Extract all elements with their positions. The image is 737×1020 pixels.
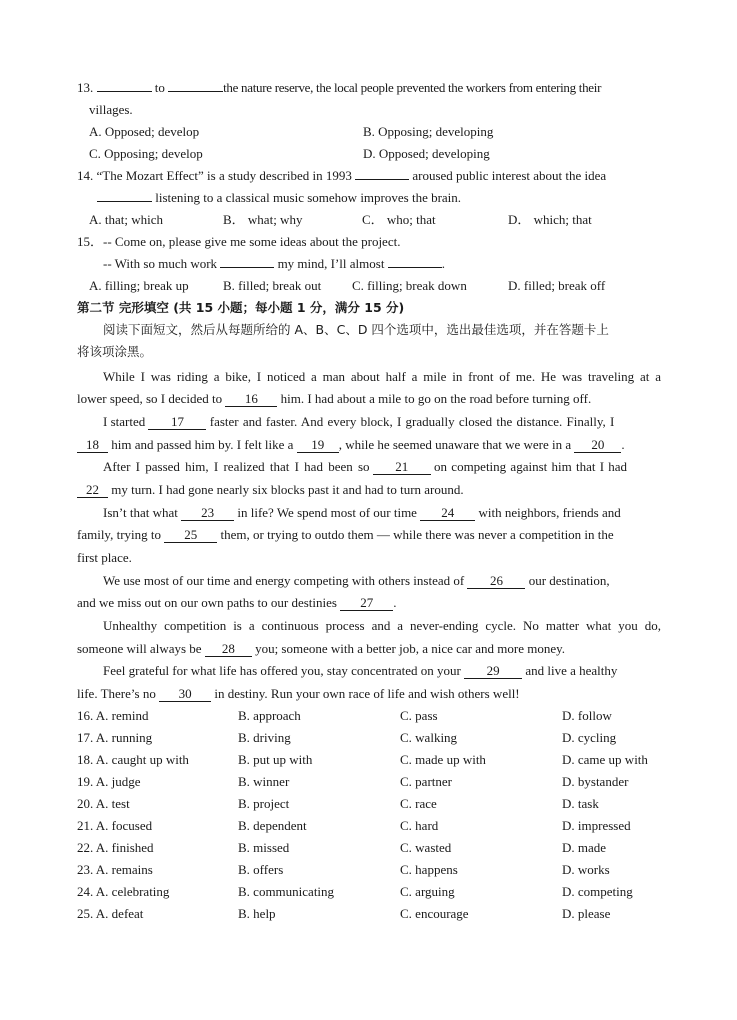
choice-a: 16. A. remind bbox=[77, 708, 149, 723]
blank-27: 27 bbox=[340, 596, 393, 611]
passage-line: While I was riding a bike, I noticed a man about half a mile in front of me. He was traveling at a bbox=[103, 369, 661, 384]
answer-blank bbox=[97, 201, 152, 202]
option-c: C． who; that bbox=[362, 212, 436, 227]
blank-25: 25 bbox=[164, 528, 217, 543]
passage-line: 18 him and passed him by. I felt like a 19 , while he seemed unaware that we were in a 20 . bbox=[77, 437, 625, 453]
choice-c: C. walking bbox=[400, 730, 458, 745]
blank-18: 18 bbox=[77, 438, 108, 453]
answer-blank bbox=[168, 91, 223, 92]
option-a: A. that; which bbox=[89, 212, 164, 227]
choice-b: B. approach bbox=[238, 708, 301, 723]
section-heading: 第二节 完形填空 (共 15 小题；每小题 1 分，满分 15 分) bbox=[77, 300, 405, 315]
passage-line: After I passed him, I realized that I had been so 21 on competing against him that I had bbox=[103, 459, 628, 474]
question-text: to bbox=[154, 80, 165, 95]
choice-d: D. made bbox=[562, 840, 607, 855]
choice-a: 21. A. focused bbox=[77, 818, 153, 833]
option-d: D． which; that bbox=[508, 212, 592, 227]
blank-20: 20 bbox=[574, 438, 621, 453]
choice-d: D. bystander bbox=[562, 774, 629, 789]
choice-a: 25. A. defeat bbox=[77, 906, 144, 921]
blank-21: 21 bbox=[373, 460, 431, 475]
choice-b: B. offers bbox=[238, 862, 284, 877]
passage-line: Unhealthy competition is a continuous process and a never-ending cycle. No matter what you do, bbox=[103, 618, 661, 633]
choice-c: C. hard bbox=[400, 818, 439, 833]
choice-d: D. impressed bbox=[562, 818, 631, 833]
blank-16: 16 bbox=[225, 392, 277, 407]
passage-line: and we miss out on our own paths to our destinies 27 . bbox=[77, 595, 397, 610]
option-b: B． what; why bbox=[223, 212, 303, 227]
choice-a: 24. A. celebrating bbox=[77, 884, 170, 899]
question-text: villages. bbox=[89, 102, 133, 117]
choice-b: B. driving bbox=[238, 730, 291, 745]
choice-d: D. please bbox=[562, 906, 611, 921]
choice-d: D. task bbox=[562, 796, 599, 811]
blank-19: 19 bbox=[297, 438, 339, 453]
choice-c: C. arguing bbox=[400, 884, 455, 899]
choice-a: 20. A. test bbox=[77, 796, 130, 811]
answer-blank bbox=[220, 267, 274, 268]
choice-c: C. wasted bbox=[400, 840, 452, 855]
choice-c: C. race bbox=[400, 796, 437, 811]
choice-b: B. dependent bbox=[238, 818, 307, 833]
choice-b: B. project bbox=[238, 796, 290, 811]
choice-b: B. help bbox=[238, 906, 276, 921]
passage-line: someone will always be 28 you; someone with a better job, a nice car and more money. bbox=[77, 641, 566, 656]
question-text: 14. “The Mozart Effect” is a study described in 1993 bbox=[77, 168, 352, 183]
option-d: D. Opposed; developing bbox=[363, 146, 490, 161]
choice-d: D. follow bbox=[562, 708, 612, 723]
blank-22: 22 bbox=[77, 483, 108, 498]
choice-a: 19. A. judge bbox=[77, 774, 141, 789]
passage-line: Isn’t that what 23 in life? We spend most of our time 24 with neighbors, friends and bbox=[103, 505, 621, 520]
choice-b: B. put up with bbox=[238, 752, 313, 767]
choice-c: C. encourage bbox=[400, 906, 469, 921]
blank-23: 23 bbox=[181, 506, 234, 521]
blank-26: 26 bbox=[467, 574, 525, 589]
question-text: the nature reserve, the local people prevented the workers from entering their bbox=[223, 80, 602, 95]
choice-c: C. happens bbox=[400, 862, 458, 877]
choice-a: 22. A. finished bbox=[77, 840, 154, 855]
choice-c: C. made up with bbox=[400, 752, 486, 767]
passage-line: first place. bbox=[77, 550, 132, 565]
answer-blank bbox=[97, 91, 152, 92]
passage-line: Feel grateful for what life has offered you, stay concentrated on your 29 and live a healthy bbox=[103, 663, 618, 678]
choice-a: 23. A. remains bbox=[77, 862, 153, 877]
question-text: -- With so much work my mind, I’ll almost . bbox=[103, 256, 445, 271]
question-number: 13. bbox=[77, 80, 94, 95]
option-c: C. Opposing; develop bbox=[89, 146, 203, 161]
choice-a: 18. A. caught up with bbox=[77, 752, 189, 767]
blank-29: 29 bbox=[464, 664, 522, 679]
question-15: 15．-- Come on, please give me some ideas about the project. bbox=[77, 234, 401, 249]
answer-blank bbox=[388, 267, 442, 268]
blank-17: 17 bbox=[148, 415, 206, 430]
answer-blank bbox=[355, 179, 409, 180]
option-d: D. filled; break off bbox=[508, 278, 606, 293]
question-text: aroused public interest about the idea bbox=[412, 168, 607, 183]
blank-24: 24 bbox=[420, 506, 475, 521]
passage-line: I started 17 faster and faster. And every block, I gradually closed the distance. Finally, I bbox=[103, 414, 615, 429]
option-c: C. filling; break down bbox=[352, 278, 467, 293]
passage-line: 22 my turn. I had gone nearly six blocks past it and had to turn around. bbox=[77, 482, 464, 498]
option-a: A. filling; break up bbox=[89, 278, 189, 293]
passage-line: family, trying to 25 them, or trying to outdo them — while there was never a competition in the bbox=[77, 527, 614, 542]
question-14 bbox=[77, 168, 606, 184]
choice-b: B. missed bbox=[238, 840, 290, 855]
question-text: listening to a classical music somehow improves the brain. bbox=[155, 190, 462, 205]
choice-b: B. communicating bbox=[238, 884, 335, 899]
choice-c: C. pass bbox=[400, 708, 438, 723]
blank-30: 30 bbox=[159, 687, 211, 702]
option-b: B. filled; break out bbox=[223, 278, 322, 293]
question-13 bbox=[77, 80, 661, 96]
option-b: B. Opposing; developing bbox=[363, 124, 494, 139]
choice-c: C. partner bbox=[400, 774, 452, 789]
choice-d: D. came up with bbox=[562, 752, 648, 767]
passage-line: life. There’s no 30 in destiny. Run your own race of life and wish others well! bbox=[77, 686, 520, 701]
passage-line: lower speed, so I decided to 16 him. I had about a mile to go on the road before turning off. bbox=[77, 391, 592, 406]
section-instructions: 将该项涂黑。 bbox=[77, 344, 153, 359]
option-a: A. Opposed; develop bbox=[89, 124, 200, 139]
section-instructions: 阅读下面短文，然后从每题所给的 A、B、C、D 四个选项中，选出最佳选项，并在答题卡上 bbox=[103, 322, 609, 337]
choice-d: D. cycling bbox=[562, 730, 617, 745]
passage-line: We use most of our time and energy competing with others instead of 26 our destination, bbox=[103, 573, 610, 588]
choice-b: B. winner bbox=[238, 774, 290, 789]
choice-d: D. works bbox=[562, 862, 610, 877]
blank-28: 28 bbox=[205, 642, 252, 657]
choice-d: D. competing bbox=[562, 884, 633, 899]
choice-a: 17. A. running bbox=[77, 730, 153, 745]
